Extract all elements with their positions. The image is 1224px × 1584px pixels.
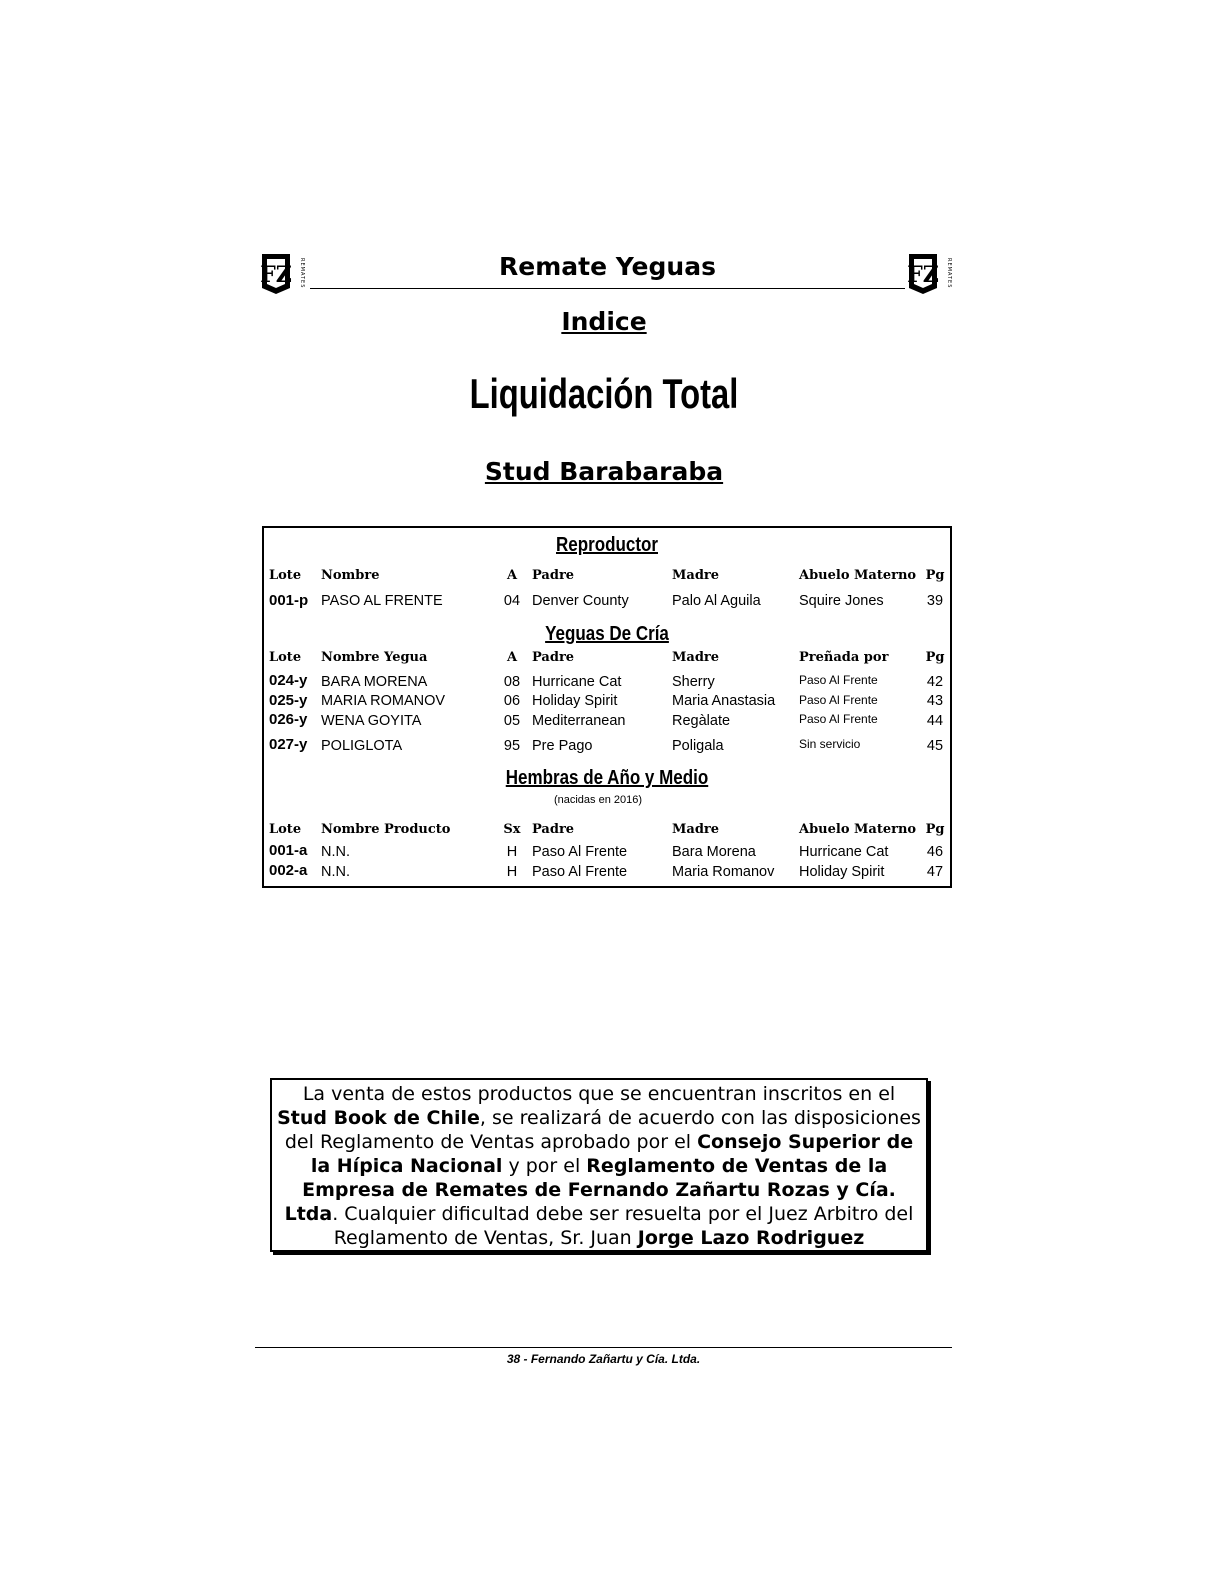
age-cell: 05 [503,713,521,729]
section-title-reproductor: Reproductor [556,534,658,556]
sale-conditions-notice [270,1078,928,1252]
column-header: A [506,568,518,583]
column-header: Madre [672,650,720,665]
page-cell: 42 [926,674,944,690]
notice-text: La venta de estos productos que se encuentran inscritos en el [302,1083,896,1105]
nombre-cell: N.N. [321,844,350,860]
column-header: Padre [532,568,575,583]
nombre-cell: N.N. [321,864,350,880]
column-header: Nombre Yegua [321,650,428,665]
column-header: Preñada por [799,650,889,665]
nombre-cell: MARIA ROMANOV [321,693,446,709]
column-header: Padre [532,822,575,837]
prenada-cell: Paso Al Frente [799,693,878,707]
section-subtitle: (nacidas en 2016) [553,794,643,806]
column-header: Sx [503,822,521,837]
column-header: Madre [672,568,720,583]
column-header: Madre [672,822,720,837]
lote-cell: 026-y [269,711,308,728]
page-cell: 45 [926,738,944,754]
madre-cell: Palo Al Aguila [672,593,761,609]
padre-cell: Paso Al Frente [532,844,628,860]
page-cell: 43 [926,693,944,709]
age-cell: 08 [503,674,521,690]
madre-cell: Sherry [672,674,715,690]
notice-text: . Cualquier dificultad debe ser resuelta por el Juez Arbitro del Reglamento de Ventas, Sr. Juan [332,1203,914,1249]
notice-bold: Consejo Superior de la Hípica Nacional [310,1131,914,1177]
logo-letters: FZ [260,262,292,288]
abuelo-cell: Squire Jones [799,593,884,609]
section-title-hembras: Hembras de Año y Medio [505,767,709,789]
nombre-cell: PASO AL FRENTE [321,593,443,609]
lote-cell: 001-p [269,592,309,609]
lote-cell: 024-y [269,672,308,689]
madre-cell: Regàlate [672,713,731,729]
lote-cell: 025-y [269,692,308,709]
padre-cell: Hurricane Cat [532,674,622,690]
page-cell: 46 [926,844,944,860]
column-header: Pg [925,650,945,665]
header-rule [310,288,905,289]
age-cell: 06 [503,693,521,709]
logo-text: REMATES [299,258,305,289]
column-header: Pg [925,822,945,837]
page-cell: 47 [926,864,944,880]
sex-cell: H [506,844,518,860]
column-header: Padre [532,650,575,665]
padre-cell: Holiday Spirit [532,693,618,709]
stud-name: Stud Barabaraba [484,457,724,486]
abuelo-cell: Hurricane Cat [799,844,889,860]
column-header: Nombre Producto [321,822,451,837]
page-cell: 39 [926,593,944,609]
padre-cell: Mediterranean [532,713,626,729]
notice-text: y por el [502,1155,587,1177]
header-title: Remate Yeguas [499,252,716,281]
column-header: Abuelo Materno [799,568,917,583]
prenada-cell: Paso Al Frente [799,673,878,687]
footer-rule [255,1347,952,1348]
column-header: Abuelo Materno [799,822,917,837]
abuelo-cell: Holiday Spirit [799,864,885,880]
prenada-cell: Sin servicio [799,737,861,751]
lote-cell: 002-a [269,862,308,879]
page-cell: 44 [926,713,944,729]
column-header: A [506,650,518,665]
madre-cell: Bara Morena [672,844,756,860]
column-header: Pg [925,568,945,583]
padre-cell: Pre Pago [532,738,593,754]
nombre-cell: WENA GOYITA [321,713,422,729]
column-header: Lote [269,650,302,665]
section-title-yeguas: Yeguas De Cría [545,623,669,645]
padre-cell: Denver County [532,593,629,609]
prenada-cell: Paso Al Frente [799,712,878,726]
column-header: Lote [269,568,302,583]
age-cell: 95 [503,738,521,754]
company-logo-right [905,250,957,296]
logo-letters: FZ [907,262,939,288]
nombre-cell: POLIGLOTA [321,738,403,754]
index-heading: Indice [561,307,647,336]
company-logo-left [258,250,310,296]
lote-cell: 001-a [269,842,308,859]
logo-text: REMATES [946,258,952,289]
page-title: Liquidación Total [469,370,739,417]
notice-bold: Stud Book de Chile [277,1107,480,1129]
madre-cell: Maria Anastasia [672,693,776,709]
lote-cell: 027-y [269,736,308,753]
nombre-cell: BARA MORENA [321,674,428,690]
catalog-box [262,526,952,888]
sex-cell: H [506,864,518,880]
madre-cell: Maria Romanov [672,864,775,880]
notice-text: , se realizará de acuerdo con las disposiciones del Reglamento de Ventas aprobado por el [284,1107,921,1153]
padre-cell: Paso Al Frente [532,864,628,880]
madre-cell: Poligala [672,738,724,754]
age-cell: 04 [503,593,521,609]
notice-bold: Reglamento de Ventas de la Empresa de Remates de Fernando Zañartu Rozas y Cía. Ltda [284,1155,896,1225]
notice-bold: Jorge Lazo Rodriguez [637,1227,865,1249]
column-header: Nombre [321,568,380,583]
page-footer: 38 - Fernando Zañartu y Cía. Ltda. [506,1352,701,1366]
column-header: Lote [269,822,302,837]
